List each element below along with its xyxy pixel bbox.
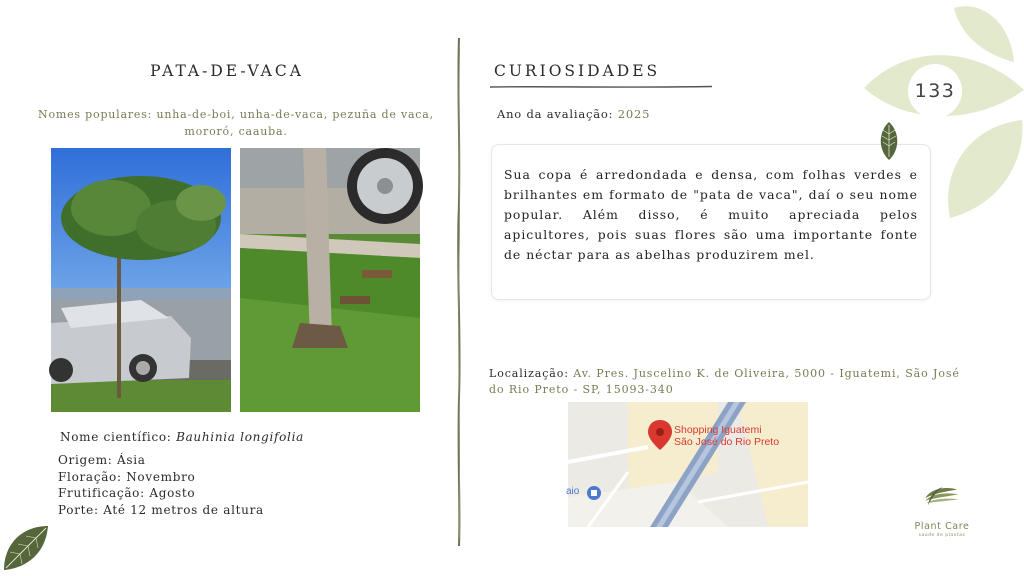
location-label: Localização:: [489, 367, 569, 380]
leaf-icon: [0, 524, 52, 572]
curiosities-heading: CURIOSIDADES: [494, 62, 661, 80]
popular-names: [30, 106, 442, 140]
evaluation-year: [497, 107, 650, 121]
brand-tagline: saúde de plantas: [918, 533, 966, 538]
location-map[interactable]: [568, 402, 808, 527]
location-address: Av. Pres. Juscelino K. de Oliveira, 5000 - Iguatemi, São José do Rio Preto - SP, 15093-340: [489, 367, 960, 396]
transit-icon: [587, 486, 601, 500]
size: Porte: Até 12 metros de altura: [58, 502, 264, 517]
plant-facts: [58, 452, 264, 518]
brand-name: Plant Care: [914, 521, 970, 532]
map-place-label: Shopping Iguatemi São José do Rio Preto: [674, 424, 780, 448]
fruiting: Frutificação: Agosto: [58, 486, 196, 500]
evaluation-year-value: 2025: [617, 107, 651, 121]
leaf-icon: [878, 122, 900, 160]
scientific-name: Bauhinia longifolia: [176, 430, 304, 444]
popular-names-label: Nomes populares:: [38, 108, 153, 121]
popular-names-value: unha-de-boi, unha-de-vaca, pezuña de vaca, mororó, caauba.: [156, 108, 434, 138]
location: [489, 366, 979, 397]
tree-photo: [51, 148, 231, 412]
scientific-name-line: [60, 430, 304, 444]
curiosities-text: Sua copa é arredondada e densa, com folhas verdes e brilhantes em formato de "pata de vaca", daí o seu nome popular. Além disso, é muito apreciada pelos apicultores, pois suas flores são uma importante fonte de néctar para as abelhas produzirem mel.: [504, 167, 918, 262]
scientific-name-label: Nome científico:: [60, 430, 172, 444]
evaluation-year-label: Ano da avaliação:: [497, 107, 614, 121]
flowering: Floração: Novembro: [58, 469, 196, 484]
page-number: 133: [908, 64, 962, 118]
trunk-photo: [240, 148, 420, 412]
plant-care-logo: [900, 486, 980, 520]
curiosities-underline: [490, 84, 712, 90]
map-street-label: aio: [566, 486, 580, 497]
column-divider: [455, 38, 463, 546]
origin: Origem: Ásia: [58, 453, 146, 467]
plant-common-name: PATA-DE-VACA: [150, 62, 304, 80]
